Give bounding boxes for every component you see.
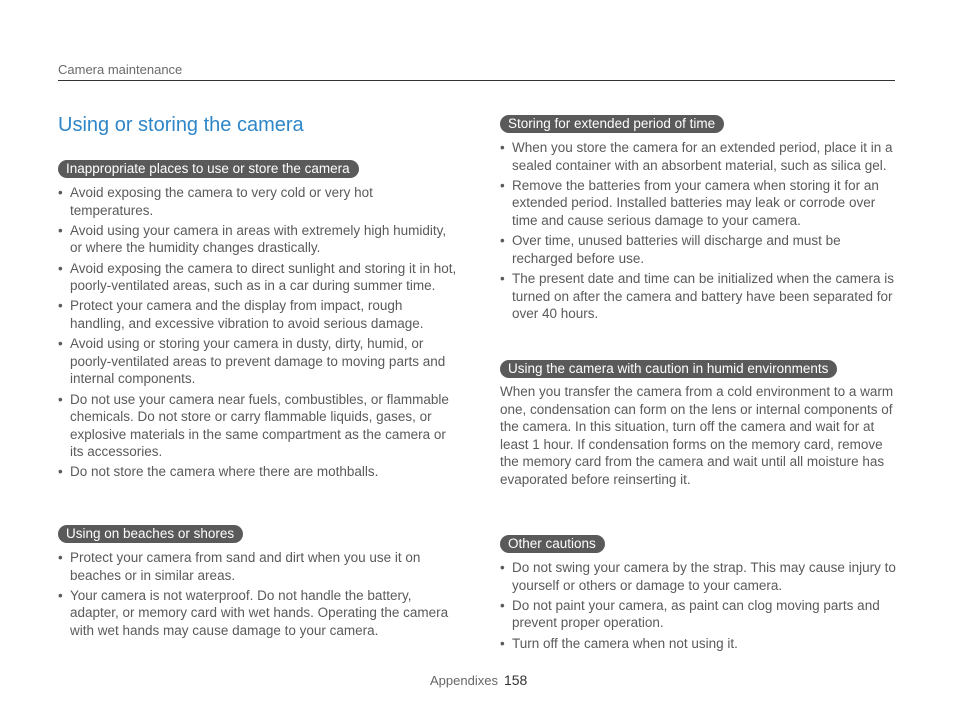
section-heading-other: Other cautions [500,535,605,553]
list-item: • The present date and time can be initialized when the camera is turned on after the camera and battery have been separated for over 40 hours. [500,270,900,323]
section-beaches [58,525,458,642]
footer [430,672,527,688]
section-humid [500,360,900,489]
section-heading-inappropriate: Inappropriate places to use or store the camera [58,160,359,178]
list-item: • Your camera is not waterproof. Do not handle the battery, adapter, or memory card with wet hands. Operating the camera with wet hands may cause damage to your camera. [58,587,458,640]
header-divider [58,80,895,81]
list-item: • Over time, unused batteries will discharge and must be recharged before use. [500,232,900,267]
list-item: • When you store the camera for an extended period, place it in a sealed container with an absorbent material, such as silica gel. [500,139,900,174]
section-heading-humid: Using the camera with caution in humid environments [500,360,837,378]
list-item: • Avoid exposing the camera to direct sunlight and storing it in hot, poorly-ventilated areas, such as in a car during summer time. [58,260,458,295]
section-inappropriate-places [58,160,458,484]
inappropriate-list [58,184,458,481]
list-item: • Avoid using or storing your camera in dusty, dirty, humid, or poorly-ventilated areas to prevent damage to moving parts and internal components. [58,335,458,388]
page-number: 158 [503,672,528,688]
section-heading-beaches: Using on beaches or shores [58,525,243,543]
list-item: • Turn off the camera when not using it. [500,635,900,653]
list-item: • Avoid using your camera in areas with extremely high humidity, or where the humidity changes drastically. [58,222,458,257]
section-extended-storage [500,115,900,325]
section-other-cautions [500,535,900,655]
header-section-label: Camera maintenance [58,62,183,77]
beaches-list [58,549,458,640]
footer-label: Appendixes [430,673,498,688]
other-list [500,559,900,652]
list-item: • Remove the batteries from your camera when storing it for an extended period. Installed batteries may leak or corrode over time and cause serious damage to your camera. [500,177,900,230]
list-item: • Protect your camera from sand and dirt when you use it on beaches or in similar areas. [58,549,458,584]
list-item: • Do not store the camera where there are mothballs. [58,463,458,481]
humid-paragraph: When you transfer the camera from a cold environment to a warm one, condensation can form on the lens or internal components of the camera. In this situation, turn off the camera and wait for at least 1 hour. If condensation forms on the memory card, remove the memory card from the camera and wait until all moisture has evaporated before reinserting it. [500,384,894,487]
section-heading-extended: Storing for extended period of time [500,115,724,133]
list-item: • Protect your camera and the display from impact, rough handling, and excessive vibration to avoid serious damage. [58,297,458,332]
extended-list [500,139,900,323]
list-item: • Do not swing your camera by the strap. This may cause injury to yourself or others or damage to your camera. [500,559,900,594]
list-item: • Do not paint your camera, as paint can clog moving parts and prevent proper operation. [500,597,900,632]
list-item: • Do not use your camera near fuels, combustibles, or flammable chemicals. Do not store or carry flammable liquids, gases, or explosive materials in the same compartment as the camera or its accessories. [58,391,458,461]
page-title: Using or storing the camera [58,114,304,136]
list-item: • Avoid exposing the camera to very cold or very hot temperatures. [58,184,458,219]
